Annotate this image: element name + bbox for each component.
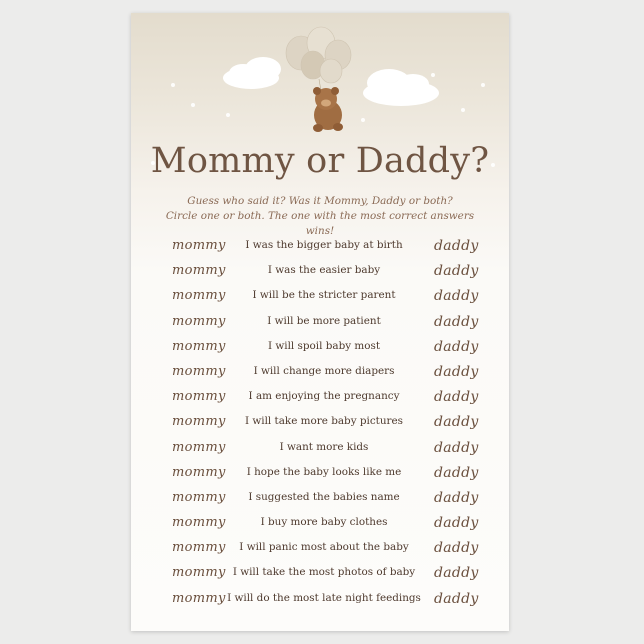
mommy-option: mommy [172, 288, 226, 304]
mommy-option: mommy [172, 313, 226, 329]
statement-text: I will take more baby pictures [244, 415, 403, 428]
statement-row [131, 364, 509, 389]
statement-text: I will spoil baby most [267, 339, 381, 352]
statement-text: I will be more patient [267, 314, 381, 327]
statement-text: I will be the stricter parent [252, 289, 396, 302]
daddy-option: daddy [434, 540, 479, 557]
instructions-line-1: Guess who said it? Was it Mommy, Daddy or both? [187, 195, 453, 207]
mommy-option: mommy [172, 363, 226, 379]
mommy-option: mommy [172, 540, 226, 556]
instructions-line-2: Circle one or both. The one with the most correct answers wins! [165, 210, 475, 237]
statement-text: I will take the most photos of baby [232, 566, 416, 579]
statement-text: I suggested the babies name [248, 490, 400, 503]
statement-row [131, 490, 509, 515]
statement-row [131, 591, 509, 616]
mommy-option: mommy [172, 565, 226, 581]
daddy-option: daddy [434, 338, 479, 355]
statement-text: I will change more diapers [253, 364, 395, 377]
mommy-option: mommy [172, 389, 226, 405]
statement-text: I was the easier baby [267, 264, 381, 277]
daddy-option: daddy [434, 363, 479, 380]
statement-row [131, 389, 509, 414]
teddy-bear-icon [313, 87, 343, 132]
statement-text: I buy more baby clothes [260, 516, 388, 529]
statement-row [131, 565, 509, 590]
daddy-option: daddy [434, 590, 479, 607]
mommy-option: mommy [172, 263, 226, 279]
statement-text: I will do the most late night feedings [227, 591, 421, 604]
daddy-option: daddy [434, 313, 479, 330]
statement-row [131, 540, 509, 565]
daddy-option: daddy [434, 288, 479, 305]
statement-row [131, 339, 509, 364]
game-card [131, 13, 509, 631]
mommy-option: mommy [172, 590, 226, 606]
statement-text: I will panic most about the baby [239, 541, 409, 554]
daddy-option: daddy [434, 238, 479, 254]
daddy-option: daddy [434, 439, 479, 456]
daddy-option: daddy [434, 565, 479, 582]
mommy-option: mommy [172, 439, 226, 455]
statement-row [131, 440, 509, 465]
statement-text: I hope the baby looks like me [246, 465, 402, 478]
mommy-option: mommy [172, 338, 226, 354]
daddy-option: daddy [434, 489, 479, 506]
daddy-option: daddy [434, 263, 479, 280]
teddy-bear-balloons-illustration [131, 13, 509, 143]
game-title: Mommy or Daddy? [150, 141, 490, 181]
statement-row [131, 515, 509, 540]
instructions [151, 194, 489, 239]
statement-text: I was the bigger baby at birth [245, 239, 403, 251]
statement-row [131, 288, 509, 313]
mommy-option: mommy [172, 414, 226, 430]
statement-list [131, 238, 509, 616]
statement-row [131, 414, 509, 439]
daddy-option: daddy [434, 464, 479, 481]
statement-row [131, 263, 509, 288]
daddy-option: daddy [434, 515, 479, 532]
mommy-option: mommy [172, 515, 226, 531]
mommy-option: mommy [172, 238, 226, 253]
mommy-option: mommy [172, 489, 226, 505]
statement-text: I am enjoying the pregnancy [248, 390, 400, 403]
daddy-option: daddy [434, 414, 479, 431]
statement-row [131, 314, 509, 339]
statement-text: I want more kids [279, 440, 369, 453]
statement-row [131, 238, 509, 263]
daddy-option: daddy [434, 389, 479, 406]
mommy-option: mommy [172, 464, 226, 480]
statement-row [131, 465, 509, 490]
